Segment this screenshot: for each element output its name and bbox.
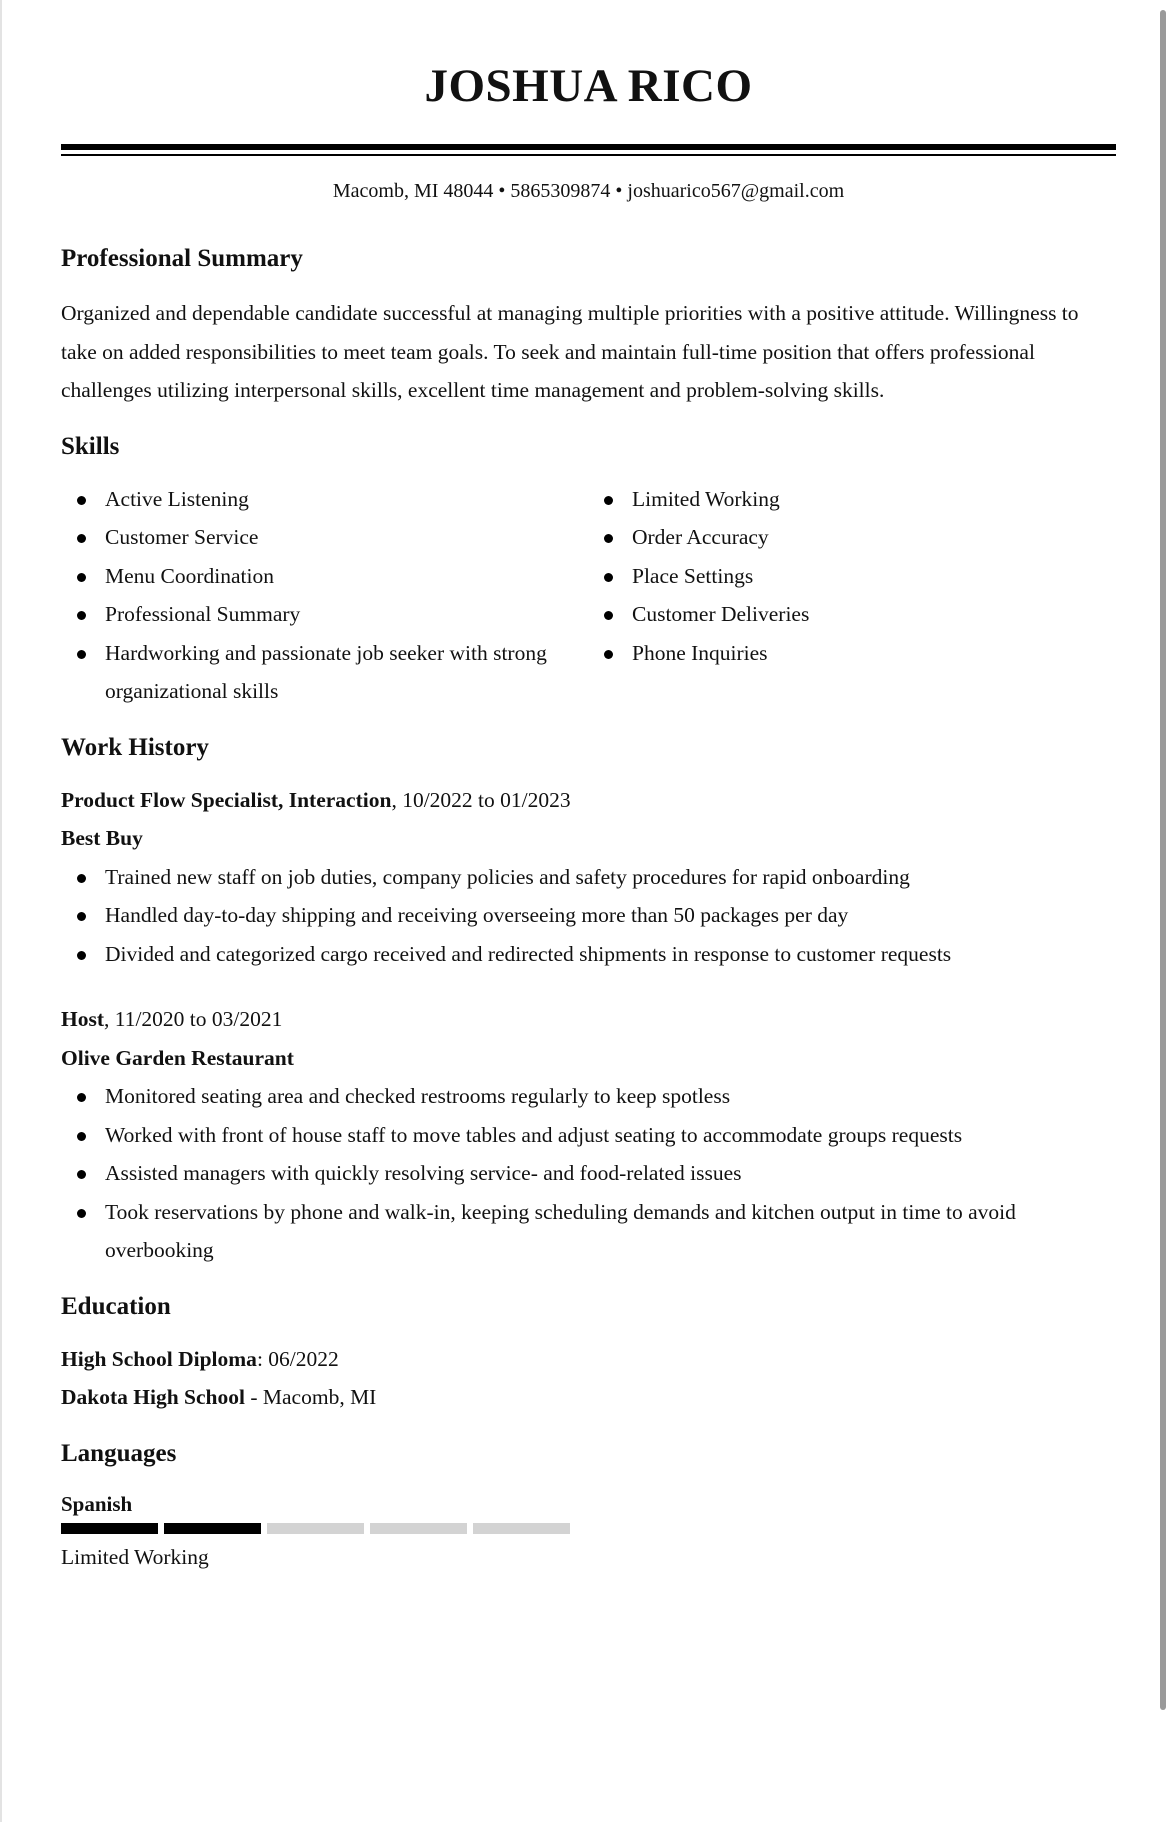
language-name: Spanish	[61, 1491, 133, 1516]
header-rule-thin	[61, 154, 1116, 156]
language-level: Limited Working	[61, 1544, 209, 1569]
language-entry	[61, 1491, 1116, 1577]
work-history-heading: Work History	[61, 733, 209, 761]
job-dates: , 11/2020 to 03/2021	[104, 1007, 283, 1031]
education-location: - Macomb, MI	[244, 1385, 377, 1409]
language-proficiency-bar	[61, 1523, 1116, 1534]
candidate-name: JOSHUA RICO	[424, 60, 753, 112]
education-school: Dakota High School	[61, 1385, 245, 1409]
job-bullets	[61, 1077, 1116, 1270]
job-company: Best Buy	[61, 826, 143, 850]
scrollbar[interactable]	[1160, 10, 1166, 1710]
proficiency-segment	[473, 1523, 570, 1534]
skill-item: Limited Working	[588, 480, 1115, 519]
job-bullet: Trained new staff on job duties, company policies and safety procedures for rapid onboarding	[61, 858, 1116, 897]
job-company-line	[61, 819, 1116, 858]
page-edge	[0, 0, 2, 1822]
job-entry	[61, 781, 1116, 974]
proficiency-segment	[267, 1523, 364, 1534]
skill-item: Active Listening	[61, 480, 588, 519]
education-degree-line	[61, 1340, 1116, 1379]
skills-heading: Skills	[61, 432, 120, 460]
skill-item: Hardworking and passionate job seeker with strong organizational skills	[61, 634, 588, 711]
education-date: : 06/2022	[256, 1346, 339, 1371]
proficiency-segment	[61, 1523, 158, 1534]
skill-item: Order Accuracy	[588, 518, 1115, 557]
job-dates: , 10/2022 to 01/2023	[391, 787, 571, 812]
education-entry	[61, 1340, 1116, 1417]
contact-location: Macomb, MI 48044	[332, 180, 494, 202]
skills-list	[61, 480, 1116, 711]
contact-email: joshuarico567@gmail.com	[627, 180, 845, 202]
job-company: Olive Garden Restaurant	[61, 1045, 294, 1070]
job-title-line	[61, 781, 1116, 820]
contact-line	[61, 178, 1116, 204]
summary-text: Organized and dependable candidate successful at managing multiple priorities with a positive attitude. Willingness to take on added responsibilities to meet team goals. To seek and maintain full-time position that offers professional challenges utilizing interpersonal skills, excellent time management and problem-solving skills.	[61, 301, 1079, 402]
skills-column-right	[588, 480, 1115, 711]
job-bullet: Handled day-to-day shipping and receiving overseeing more than 50 packages per day	[61, 896, 1116, 935]
skill-item: Customer Deliveries	[588, 595, 1115, 634]
education-heading: Education	[61, 1292, 171, 1320]
contact-phone: 5865309874	[510, 180, 611, 202]
contact-separator: •	[498, 180, 506, 202]
contact-separator: •	[615, 180, 623, 202]
job-title-line	[61, 1000, 1116, 1039]
job-bullets	[61, 858, 1116, 974]
job-bullet: Assisted managers with quickly resolving service- and food-related issues	[61, 1154, 1116, 1193]
skills-column-left	[61, 480, 588, 711]
job-title: Host	[61, 1007, 104, 1031]
proficiency-segment	[370, 1523, 467, 1534]
job-bullet: Monitored seating area and checked restrooms regularly to keep spotless	[61, 1077, 1116, 1116]
skill-item: Professional Summary	[61, 595, 588, 634]
job-company-line	[61, 1039, 1116, 1078]
job-bullet: Divided and categorized cargo received and redirected shipments in response to customer requests	[61, 935, 1116, 974]
resume-document	[61, 0, 1116, 1576]
education-degree: High School Diploma	[61, 1346, 257, 1371]
job-entry	[61, 1000, 1116, 1270]
skill-item: Phone Inquiries	[588, 634, 1115, 673]
skill-item: Menu Coordination	[61, 557, 588, 596]
summary-heading: Professional Summary	[61, 245, 303, 272]
job-title: Product Flow Specialist, Interaction	[61, 787, 392, 812]
skill-item: Place Settings	[588, 557, 1115, 596]
education-school-line	[61, 1378, 1116, 1417]
job-bullet: Worked with front of house staff to move tables and adjust seating to accommodate groups requests	[61, 1116, 1116, 1155]
header-rule-thick	[61, 144, 1116, 150]
proficiency-segment	[164, 1523, 261, 1534]
languages-heading: Languages	[61, 1439, 177, 1467]
job-bullet: Took reservations by phone and walk-in, keeping scheduling demands and kitchen output in time to avoid overbooking	[61, 1193, 1116, 1270]
skill-item: Customer Service	[61, 518, 588, 557]
